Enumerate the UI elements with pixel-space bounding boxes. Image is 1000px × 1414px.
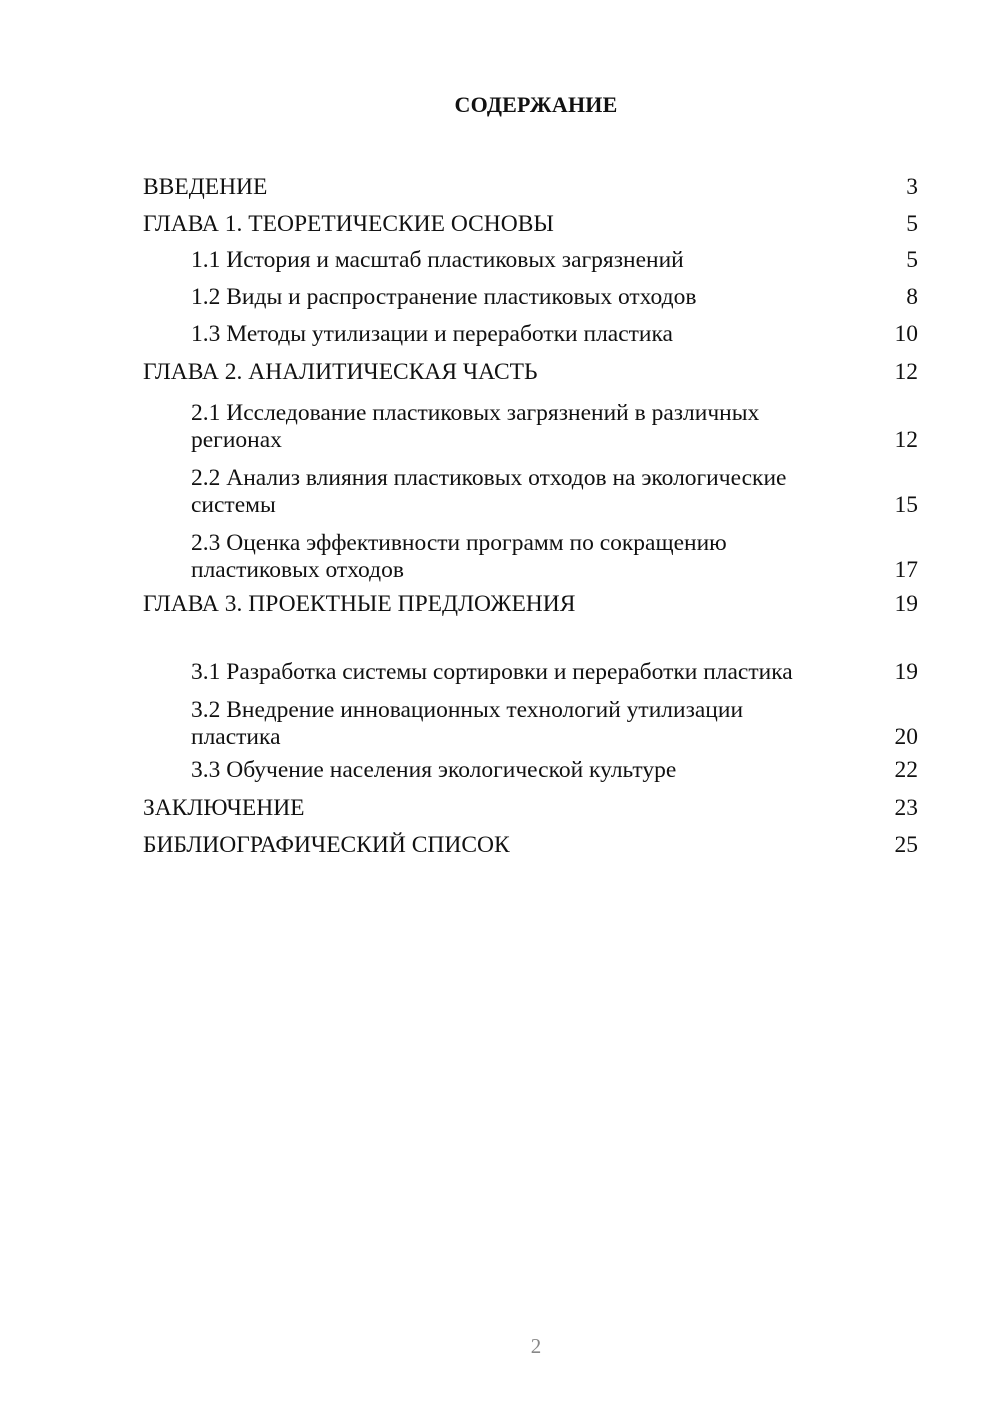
toc-entry-text: 3.3 Обучение населения экологической культуре — [191, 757, 677, 783]
toc-entry-page: 12 — [894, 358, 918, 385]
toc-entry-text: ГЛАВА 3. ПРОЕКТНЫЕ ПРЕДЛОЖЕНИЯ — [143, 590, 576, 617]
toc-entry-page: 17 — [894, 557, 918, 583]
toc-entry-text: 3.1 Разработка системы сортировки и переработки пластика — [191, 659, 793, 685]
toc-entry-section-1-1[interactable] — [143, 242, 918, 279]
toc-entry-chapter-2[interactable] — [143, 353, 918, 390]
toc-entry-text: 2.2 Анализ влияния пластиковых отходов на экологические системы — [191, 465, 787, 518]
toc-entry-page: 19 — [894, 590, 918, 617]
toc-entry-section-1-2[interactable] — [143, 279, 918, 316]
toc-entry-text: ВВЕДЕНИЕ — [143, 173, 268, 200]
toc-entry-text: ГЛАВА 2. АНАЛИТИЧЕСКАЯ ЧАСТЬ — [143, 358, 538, 385]
toc-entry-text: 1.1 История и масштаб пластиковых загрязнений — [191, 247, 684, 273]
toc-entry-text: ЗАКЛЮЧЕНИЕ — [143, 794, 305, 821]
toc-entry-page: 22 — [894, 757, 918, 783]
toc-entry-page: 5 — [906, 210, 918, 237]
table-of-contents — [143, 168, 918, 863]
toc-entry-text: 1.3 Методы утилизации и переработки пластика — [191, 321, 673, 347]
toc-entry-bibliography[interactable] — [143, 826, 918, 863]
toc-entry-text: 1.2 Виды и распространение пластиковых отходов — [191, 284, 697, 310]
toc-entry-text: 2.3 Оценка эффективности программ по сокращению пластиковых отходов — [191, 530, 727, 583]
toc-entry-text: ГЛАВА 1. ТЕОРЕТИЧЕСКИЕ ОСНОВЫ — [143, 210, 554, 237]
toc-entry-text: БИБЛИОГРАФИЧЕСКИЙ СПИСОК — [143, 831, 510, 858]
toc-entry-section-2-1[interactable] — [143, 390, 918, 455]
toc-entry-text: 3.2 Внедрение инновационных технологий утилизации пластика — [191, 697, 744, 750]
toc-entry-text: 2.1 Исследование пластиковых загрязнений в различных регионах — [191, 400, 760, 453]
toc-entry-section-3-2[interactable] — [143, 687, 918, 752]
toc-entry-section-3-1[interactable] — [143, 622, 918, 687]
toc-entry-page: 5 — [906, 247, 918, 273]
toc-entry-page: 19 — [894, 659, 918, 685]
page-number: 2 — [530, 1334, 542, 1358]
toc-entry-page: 15 — [894, 492, 918, 518]
toc-entry-page: 20 — [894, 724, 918, 750]
toc-entry-section-2-3[interactable] — [143, 520, 918, 585]
toc-entry-chapter-3[interactable] — [143, 585, 918, 622]
toc-entry-chapter-1[interactable] — [143, 205, 918, 242]
toc-entry-section-3-3[interactable] — [143, 752, 918, 789]
page-title: СОДЕРЖАНИЕ — [454, 92, 618, 117]
toc-entry-page: 3 — [906, 173, 918, 200]
toc-entry-page: 25 — [894, 831, 918, 858]
toc-entry-page: 8 — [906, 284, 918, 310]
toc-entry-introduction[interactable] — [143, 168, 918, 205]
toc-entry-conclusion[interactable] — [143, 789, 918, 826]
toc-entry-section-2-2[interactable] — [143, 455, 918, 520]
toc-entry-page: 23 — [894, 794, 918, 821]
toc-entry-section-1-3[interactable] — [143, 316, 918, 353]
toc-entry-page: 10 — [894, 321, 918, 347]
toc-entry-page: 12 — [894, 427, 918, 453]
